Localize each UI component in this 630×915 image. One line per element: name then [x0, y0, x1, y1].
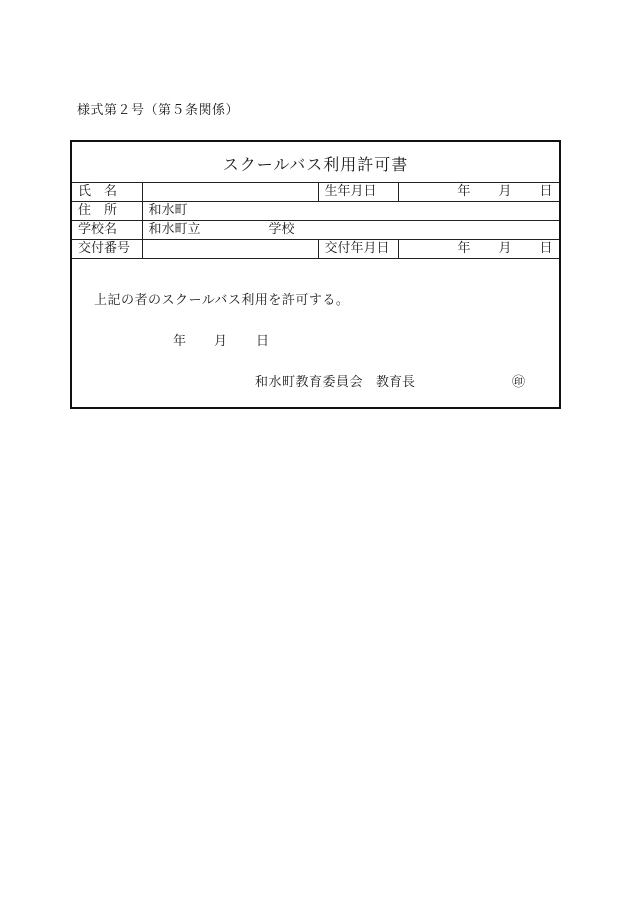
issue-date-field[interactable] [398, 240, 559, 259]
issue-year-unit: 年 [457, 241, 471, 256]
permission-statement: 上記の者のスクールバス利用を許可する。 [94, 293, 350, 308]
issue-day-unit: 日 [539, 241, 553, 256]
seal-icon: ㊞ [512, 375, 526, 390]
issue-month-unit: 月 [498, 241, 512, 256]
school-value: 和水町立 [148, 222, 201, 237]
address-field[interactable] [142, 202, 559, 221]
permit-table [72, 182, 559, 259]
issuer-name: 和水町教育委員会 [255, 375, 364, 390]
form-id: 様式第２号（第５条関係） [77, 103, 240, 118]
permit-month-unit: 月 [214, 334, 228, 349]
permit-year-unit: 年 [173, 334, 187, 349]
permit-date [173, 330, 293, 348]
school-field[interactable] [142, 221, 559, 240]
name-field[interactable] [142, 183, 318, 202]
address-label: 住 所 [72, 202, 142, 221]
document-title: スクールバス利用許可書 [222, 155, 409, 174]
birth-date-field[interactable] [398, 183, 559, 202]
number-label: 交付番号 [72, 240, 142, 259]
issue-label: 交付年月日 [318, 240, 398, 259]
row-name [72, 183, 559, 202]
row-number [72, 240, 559, 259]
birth-day-unit: 日 [539, 184, 553, 199]
birth-year-unit: 年 [457, 184, 471, 199]
permit-frame [70, 140, 561, 409]
school-suffix: 学校 [268, 222, 295, 237]
number-field[interactable] [142, 240, 318, 259]
row-address [72, 202, 559, 221]
address-value: 和水町 [148, 203, 188, 218]
permit-day-unit: 日 [256, 334, 270, 349]
issuer-title: 教育長 [376, 375, 416, 390]
birth-month-unit: 月 [498, 184, 512, 199]
row-school [72, 221, 559, 240]
school-label: 学校名 [72, 221, 142, 240]
name-label: 氏 名 [72, 183, 142, 202]
birth-label: 生年月日 [318, 183, 398, 202]
